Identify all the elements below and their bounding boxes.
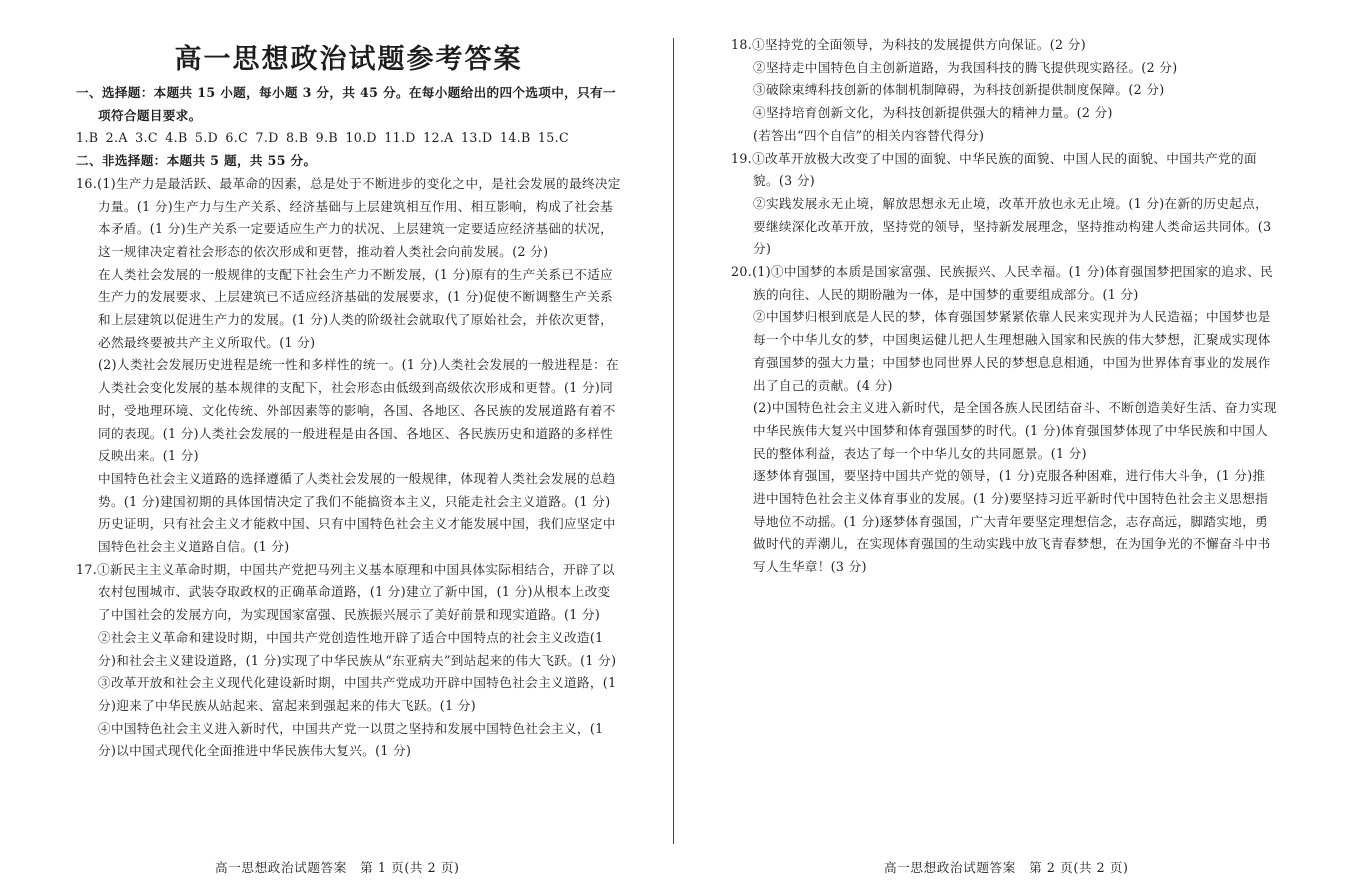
q17-point3: ③改革开放和社会主义现代化建设新时期，中国共产党成功开辟中国特色社会主义道路，(1 分)迎来了中华民族从站起来、富起来到强起来的伟大飞跃。(1 分) [98, 675, 617, 713]
q17-point4: ④中国特色社会主义进入新时代，中国共产党一以贯之坚持和发展中国特色社会主义，(1 分)以中国式现代化全面推进中华民族伟大复兴。(1 分) [98, 720, 604, 759]
footer-page-2: 高一思想政治试题答案 第 2 页(共 2 页) [884, 860, 1129, 875]
section2-heading: 二、非选择题：本题共 5 题，共 55 分。 [76, 153, 317, 169]
q16-part1: 16.(1)生产力是最活跃、最革命的因素，总是处于不断进步的变化之中，是社会发展的最终决定力量。(1 分)生产力与生产关系、经济基础与上层建筑相互作用、相互影响，构成了社会基本矛盾。(1 分)生产关系一定要适应生产力的状况、上层建筑一定要适应经济基础的状况，这一规律决定着社会形态的依次形成和更替，推动着人类社会向前发展。(2 分) [76, 175, 621, 259]
right-column [731, 34, 1277, 579]
q20-part2-cont: 逐梦体育强国，要坚持中国共产党的领导，(1 分)克服各种困难，进行伟大斗争，(1 分)推进中国特色社会主义体育事业的发展。(1 分)要坚持习近平新时代中国特色社会主义思想指导地位不动摇。(1 分)逐梦体育强国，广大青年要坚定理想信念，志存高远，脚踏实地，勇做时代的弄潮儿，在实现体育强国的生动实践中放飞青春梦想，在为国争光的不懈奋斗中书写人生华章！(3 分) [753, 468, 1271, 575]
q19-point1: 19.①改革开放极大改变了中国的面貌、中华民族的面貌、中国人民的面貌、中国共产党的面貌。(3 分) [731, 150, 1257, 189]
q20-part1-point2: ②中国梦归根到底是人民的梦，体育强国梦紧紧依靠人民来实现并为人民造福；中国梦也是每一个中华儿女的梦，中国奥运健儿把人生理想融入国家和民族的伟大梦想，汇聚成实现体育强国梦的强大力量；中国梦也同世界人民的梦想息息相通，中国为世界体育事业的发展作出了自己的贡献。(4 分) [753, 309, 1271, 393]
q20-part1: 20.(1)①中国梦的本质是国家富强、民族振兴、人民幸福。(1 分)体育强国梦把国家的追求、民族的向往、人民的期盼融为一体，是中国梦的重要组成部分。(1 分) [731, 264, 1274, 302]
q18-point2: ②坚持走中国特色自主创新道路，为我国科技的腾飞提供现实路径。(2 分) [753, 59, 1178, 75]
column-divider [673, 38, 674, 844]
q16-part2: (2)人类社会发展历史进程是统一性和多样性的统一。(1 分)人类社会发展的一般进程是：在人类社会变化发展的基本规律的支配下，社会形态由低级到高级依次形成和更替。(1 分)同时，受地理环境、文化传统、外部因素等的影响，各国、各地区、各民族的发展道路有着不同的表现。(1 分)人类社会发展的一般进程是由各国、各地区、各民族历史和道路的多样性反映出来。(1 分) [98, 357, 620, 464]
q16-part2-cont: 中国特色社会主义道路的选择遵循了人类社会发展的一般规律，体现着人类社会发展的总趋势。(1 分)建国初期的具体国情决定了我们不能搞资本主义，只能走社会主义道路。(1 分)历史证明，只有社会主义才能救中国、只有中国特色社会主义才能发展中国，我们应坚定中国特色社会主义道路自信。(1 分) [98, 470, 616, 555]
choice-answers: 1.B 2.A 3.C 4.B 5.D 6.C 7.D 8.B 9.B 10.D 11.D 12.A 13.D 14.B 15.C [76, 130, 569, 146]
page-title: 高一思想政治试题参考答案 [174, 44, 523, 75]
q16-part1-cont: 在人类社会发展的一般规律的支配下社会生产力不断发展，(1 分)原有的生产关系已不适应生产力的发展要求、上层建筑已不适应经济基础的发展要求，(1 分)促使不断调整生产关系和上层建筑以促进生产力的发展。(1 分)人类的阶级社会就取代了原始社会，并依次更替，必然最终要被共产主义所取代。(1 分) [98, 266, 614, 350]
q17-point2: ②社会主义革命和建设时期，中国共产党创造性地开辟了适合中国特点的社会主义改造(1 分)和社会主义建设道路，(1 分)实现了中华民族从“东亚病夫”到站起来的伟大飞跃。(1 分) [98, 629, 617, 668]
q20-part2: (2)中国特色社会主义进入新时代，是全国各族人民团结奋斗、不断创造美好生活、奋力实现中华民族伟大复兴中国梦和体育强国梦的时代。(1 分)体育强国梦体现了中华民族和中国人民的整体利益，表达了每一个中华儿女的共同愿景。(1 分) [753, 400, 1277, 461]
q18-point3: ③破除束缚科技创新的体制机制障碍，为科技创新提供制度保障。(2 分) [753, 82, 1165, 98]
q18-note: (若答出“四个自信”的相关内容替代得分) [753, 127, 985, 143]
q19-point2: ②实践发展永无止境，解放思想永无止境，改革开放也永无止境。(1 分)在新的历史起点，要继续深化改革开放，坚持党的领导，坚持新发展理念，坚持推动构建人类命运共同体。(3 分) [753, 195, 1272, 257]
footer-page-1: 高一思想政治试题答案 第 1 页(共 2 页) [215, 860, 460, 875]
q18-point1: 18.①坚持党的全面领导，为科技的发展提供方向保证。(2 分) [731, 37, 1086, 52]
q17-point1: 17.①新民主主义革命时期，中国共产党把马列主义基本原理和中国具体实际相结合，开辟了以农村包围城市、武装夺取政权的正确革命道路，(1 分)建立了新中国，(1 分)从根本上改变了中国社会的发展方向，为实现国家富强、民族振兴展示了美好前景和现实道路。(1 分) [76, 561, 615, 623]
left-column [76, 42, 621, 763]
q18-point4: ④坚持培育创新文化，为科技创新提供强大的精神力量。(2 分) [753, 105, 1113, 121]
section1-heading: 一、选择题：本题共 15 小题，每小题 3 分，共 45 分。在每小题给出的四个选项中，只有一项符合题目要求。 [76, 85, 616, 123]
